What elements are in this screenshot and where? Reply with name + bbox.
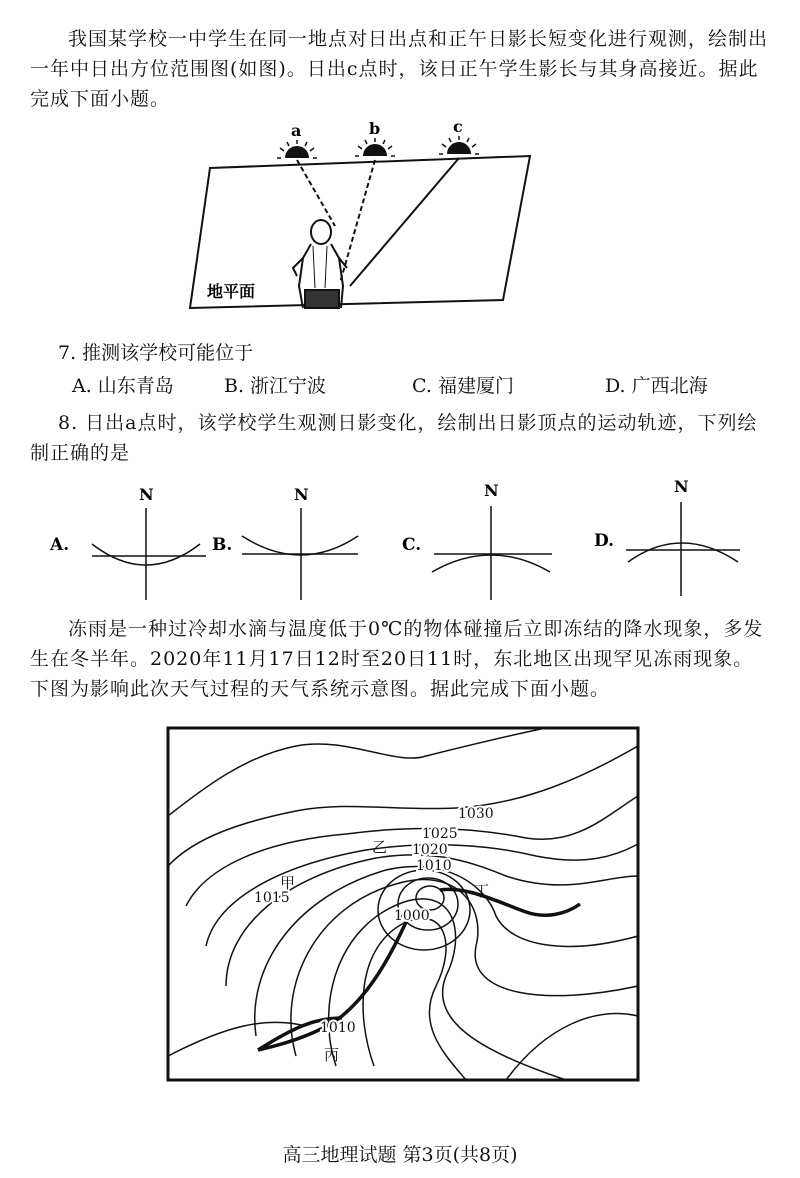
- q7-option-a[interactable]: A. 山东青岛: [72, 375, 174, 397]
- point-jia: 甲: [280, 874, 296, 892]
- intro-paragraph-2: 冻雨是一种过冷却水滴与温度低于0℃的物体碰撞后立即冻结的降水现象，多发生在冬半年。2020年11月17日12时至20日11时，东北地区出现罕见冻雨现象。下图为影响此次天气过程的天气系统示意图。据此完成下面小题。: [30, 618, 764, 700]
- isobar-label-1020: 1020: [412, 842, 448, 858]
- q7-options: [72, 371, 772, 401]
- intro-paragraph-1: 我国某学校一中学生在同一地点对日出点和正午日影长短变化进行观测，绘制出一年中日出方位范围图(如图)。日出c点时，该日正午学生影长与其身高接近。据此完成下面小题。: [30, 28, 769, 110]
- isobar-label-1010-bottom: 1010: [320, 1020, 356, 1036]
- shadow-track-d: [628, 543, 738, 562]
- sun-b-icon: [355, 138, 395, 156]
- page-footer: 高三地理试题 第3页(共8页): [282, 1144, 518, 1166]
- isobar-label-1000: 1000: [394, 908, 430, 924]
- q8-option-c-label[interactable]: C.: [402, 535, 422, 555]
- isobar-label-1015: 1015: [254, 890, 290, 906]
- q7-option-c[interactable]: C. 福建厦门: [412, 375, 514, 397]
- isobar-label-1010-top: 1010: [416, 858, 452, 874]
- isobar-label-1030: 1030: [458, 806, 494, 822]
- sun-label-c: c: [453, 118, 463, 136]
- q8-option-a-label[interactable]: A.: [50, 535, 70, 555]
- q8-option-b-label[interactable]: B.: [212, 535, 233, 555]
- q8-stem: 8. 日出a点时，该学校学生观测日影变化，绘制出日影顶点的运动轨迹，下列绘制正确的是: [30, 412, 758, 464]
- weather-map: [166, 726, 642, 1086]
- north-label-a: N: [139, 485, 154, 504]
- point-yi: 乙: [372, 838, 388, 856]
- q7-stem: 7. 推测该学校可能位于: [58, 342, 254, 364]
- north-label-c: N: [484, 481, 499, 500]
- shadow-track-b: [242, 536, 358, 555]
- q7-option-d[interactable]: D. 广西北海: [605, 375, 708, 397]
- student-figure: [293, 220, 347, 308]
- north-label-d: N: [674, 478, 689, 496]
- sun-label-b: b: [369, 119, 381, 138]
- q8-diagrams: [40, 478, 760, 608]
- point-bing: 丙: [324, 1046, 340, 1064]
- sun-a-icon: [277, 140, 317, 158]
- q7-option-b[interactable]: B. 浙江宁波: [224, 375, 327, 397]
- point-ding: 丁: [474, 882, 490, 900]
- sunrise-figure: [185, 118, 545, 318]
- sun-c-icon: [439, 136, 479, 154]
- isobar-label-1025: 1025: [422, 826, 458, 842]
- q8-option-d-label[interactable]: D.: [594, 531, 615, 551]
- ground-label: 地平面: [207, 282, 256, 301]
- sun-label-a: a: [291, 121, 302, 140]
- north-label-b: N: [294, 485, 309, 504]
